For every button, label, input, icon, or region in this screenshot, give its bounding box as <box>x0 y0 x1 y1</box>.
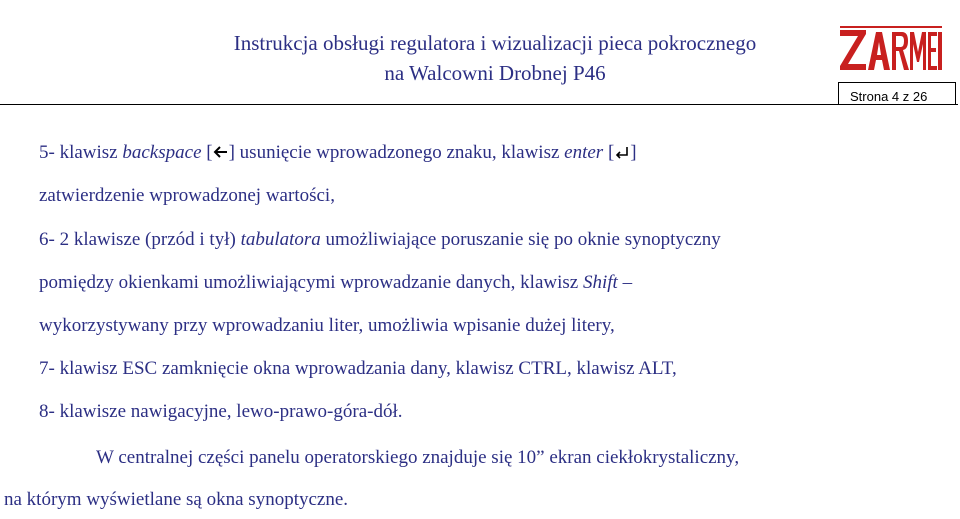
paragraph-line-7: 8- klawisze nawigacyjne, lewo-prawo-góra-dół. <box>39 401 403 422</box>
text-italic: backspace <box>122 142 202 163</box>
enter-return-icon <box>614 144 630 160</box>
page-number: Strona 4 z 26 <box>850 89 928 104</box>
arrow-left-icon <box>213 144 229 160</box>
paragraph-line-1 <box>39 141 637 165</box>
text: ] usunięcie wprowadzonego znaku, klawisz <box>228 142 565 163</box>
page-header <box>0 0 960 108</box>
document-title-line2: na Walcowni Drobnej P46 <box>384 61 606 85</box>
text-italic: Shift <box>582 272 618 293</box>
text: [ <box>201 142 213 163</box>
text: ] <box>630 142 637 163</box>
paragraph-line-6: 7- klawisz ESC zamknięcie okna wprowadzania dany, klawisz CTRL, klawisz ALT, <box>39 358 677 379</box>
document-title-line1: Instrukcja obsługi regulatora i wizualizacji pieca pokrocznego <box>233 31 757 55</box>
text: 6- 2 klawisze (przód i tył) <box>39 229 241 250</box>
text: [ <box>603 142 615 163</box>
text: umożliwiające poruszanie się po oknie synoptyczny <box>320 229 721 250</box>
text: pomiędzy okienkami umożliwiającymi wprowadzanie danych, klawisz <box>39 272 583 293</box>
text-italic: enter <box>564 142 604 163</box>
paragraph-line-9: na którym wyświetlane są okna synoptyczne. <box>4 489 349 510</box>
zarmen-logo <box>838 24 942 74</box>
paragraph-line-3 <box>39 228 721 252</box>
paragraph-line-2: zatwierdzenie wprowadzonej wartości, <box>39 185 335 206</box>
header-rule <box>0 104 958 105</box>
paragraph-line-5: wykorzystywany przy wprowadzaniu liter, umożliwia wpisanie dużej litery, <box>39 315 615 336</box>
text: – <box>617 272 633 293</box>
paragraph-line-8: W centralnej części panelu operatorskiego znajduje się 10” ekran ciekłokrystaliczny, <box>96 447 740 468</box>
text-italic: tabulatora <box>240 229 321 250</box>
paragraph-line-4 <box>39 271 632 295</box>
document-title <box>150 28 840 88</box>
text: 5- klawisz <box>39 142 123 163</box>
